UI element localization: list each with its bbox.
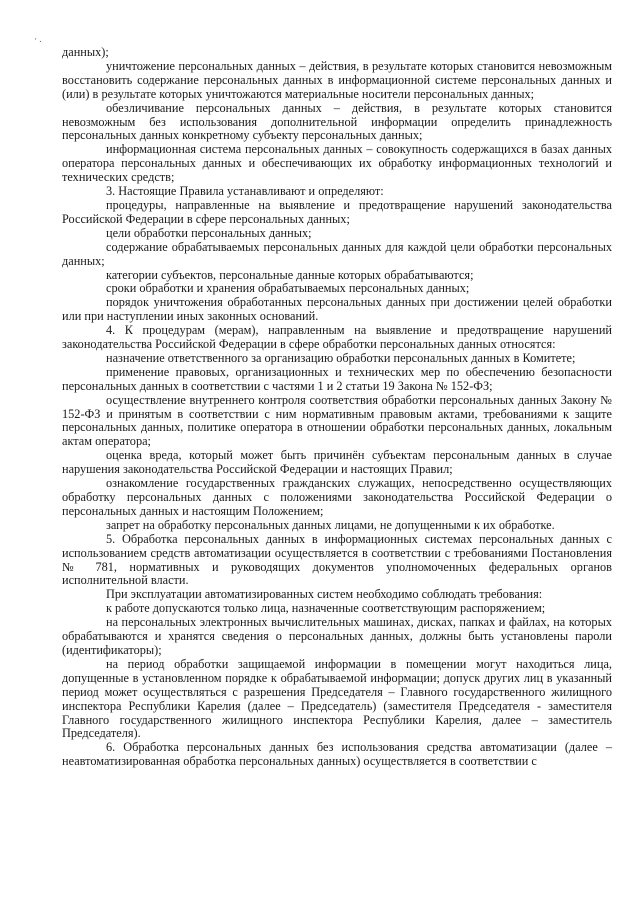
paragraph: уничтожение персональных данных – действия, в результате которых становится невозможным восстановить содержание персональных данных в информационной системе персональных данных и (или) в результате которых уничтожаются материальные носители персональных данных; — [62, 58, 612, 101]
paragraph: на период обработки защищаемой информации в помещении могут находиться лица, допущенные в установленном порядке к обрабатываемой информации; допуск других лиц в указанный период может осуществляться с разрешения Председателя – Главного государственного жилищного инспектора Республики Карелия (далее – Председатель) (заместителя Председателя - заместителя Главного государственного жилищного инспектора Республики Карелия, далее – заместитель Председателя). — [62, 656, 612, 741]
paragraph: 6. Обработка персональных данных без использования средства автоматизации (далее – неавтоматизированная обработка персональных данных) осуществляется в соответствии с — [62, 740, 612, 769]
paragraph: применение правовых, организационных и технических мер по обеспечению безопасности персональных данных в соответствии с частями 1 и 2 статьи 19 Закона № 152-ФЗ; — [62, 364, 612, 393]
paragraph: запрет на обработку персональных данных лицами, не допущенными к их обработке. — [106, 517, 555, 532]
document-body — [62, 46, 612, 769]
paragraph: 5. Обработка персональных данных в информационных системах персональных данных с использованием средств автоматизации осуществляется в соответствии с требованиями Постановления № 781, нормативных и руководящих документов уполномоченных федеральных органов исполнительной власти. — [62, 531, 612, 588]
scan-mark: · . — [34, 34, 42, 44]
paragraph: оценка вреда, который может быть причинён субъектам персональным данных в случае нарушения законодательства Российской Федерации и настоящих Правил; — [62, 448, 612, 477]
paragraph: категории субъектов, персональные данные которых обрабатываются; — [106, 267, 474, 282]
paragraph: цели обработки персональных данных; — [106, 225, 312, 240]
paragraph: назначение ответственного за организацию обработки персональных данных в Комитете; — [106, 350, 576, 365]
paragraph: 3. Настоящие Правила устанавливают и определяют: — [106, 184, 384, 199]
paragraph: осуществление внутреннего контроля соответствия обработки персональных данных Закону № 152-ФЗ и принятым в соответствии с ним нормативным правовым актами, требованиями к защите персональных данных, политике оператора в отношении обработки персональных данных, локальным актам оператора; — [62, 392, 612, 449]
paragraph: информационная система персональных данных – совокупность содержащихся в базах данных оператора персональных данных и обеспечивающих их обработку информационных технологий и технических средств; — [62, 142, 612, 185]
paragraph: ознакомление государственных гражданских служащих, непосредственно осуществляющих обработку персональных данных с положениями законодательства Российской Федерации о персональных данных и настоящим Положением; — [62, 476, 612, 518]
paragraph: сроки обработки и хранения обрабатываемых персональных данных; — [106, 281, 470, 296]
paragraph: 4. К процедурам (мерам), направленным на выявление и предотвращение нарушений законодательства Российской Федерации в сфере обработки персональных данных относятся: — [62, 323, 612, 352]
paragraph: данных); — [62, 45, 109, 59]
paragraph: содержание обрабатываемых персональных данных для каждой цели обработки персональных данных; — [62, 239, 612, 268]
paragraph: процедуры, направленные на выявление и предотвращение нарушений законодательства Российской Федерации в сфере персональных данных; — [62, 197, 612, 226]
paragraph: порядок уничтожения обработанных персональных данных при достижении целей обработки или при наступлении иных законных оснований. — [62, 295, 612, 324]
paragraph: обезличивание персональных данных – действия, в результате которых становится невозможным без использования дополнительной информации определить принадлежность персональных данных конкретному субъекту персональных данных; — [62, 100, 612, 143]
paragraph: к работе допускаются только лица, назначенные соответствующим распоряжением; — [106, 601, 546, 616]
paragraph: на персональных электронных вычислительных машинах, дисках, папках и файлах, на которых обрабатываются и хранятся сведения о персональных данных, должны быть установлены пароли (идентификаторы); — [62, 615, 612, 657]
paragraph: При эксплуатации автоматизированных систем необходимо соблюдать требования: — [106, 587, 543, 602]
